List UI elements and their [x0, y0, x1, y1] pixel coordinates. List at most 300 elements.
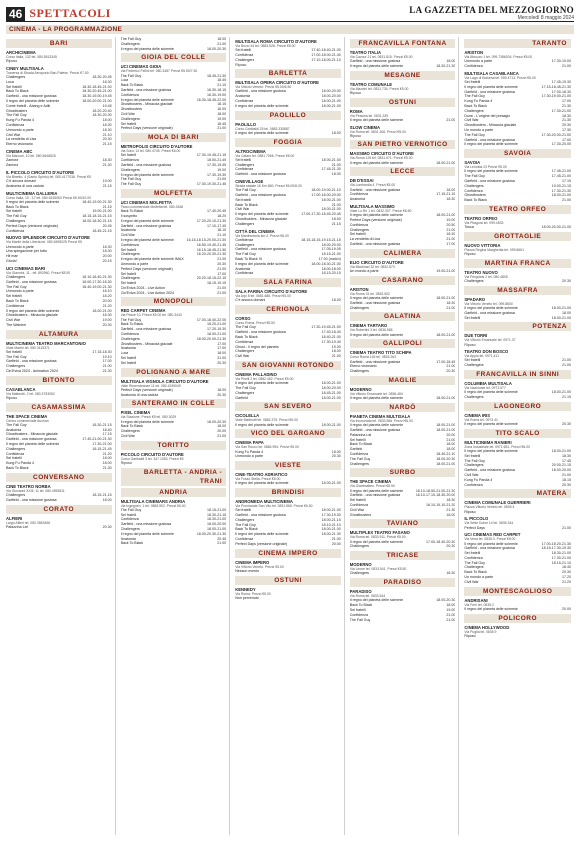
showtimes: 17.30-19.45 [207, 162, 227, 167]
showtimes: 18.30-21.00 [551, 551, 571, 556]
cinema-address: Via Roma. Prezzi €5.00 [235, 591, 271, 596]
showtimes: 21.00 [561, 472, 571, 477]
film-title: The Fall Guy [235, 188, 256, 193]
film-title: Civil War [120, 111, 135, 116]
film-title: Back To Black [120, 83, 144, 88]
cinema-name: NUOVO SPLENDOR CIRCUITO D'AUTORE [6, 235, 90, 241]
film-title: Back To Black [235, 334, 258, 339]
city-heading: NARDÒ [350, 403, 456, 412]
city-heading: OSTUNI [235, 576, 341, 585]
showtimes: 18.45-21.15 [92, 228, 112, 233]
city-heading: SALA FARINA [235, 278, 341, 287]
showtimes: 18.40-19.00-21.30 [82, 199, 112, 204]
showtimes: 17.00-18.45 [436, 359, 456, 364]
film-title: Sei fratelli [6, 84, 22, 89]
showtimes: 18.00-21.00 [321, 422, 341, 427]
film-row [6, 466, 112, 471]
showtimes: 18.20 [102, 294, 112, 299]
city-heading: OSTUNI [350, 98, 456, 107]
film-title: Il regno del pianeta delle scimmie [349, 396, 404, 401]
film-title: Civil War [464, 579, 479, 584]
film-title: Non pervenuto [235, 595, 259, 600]
showtimes: 17.00 [217, 271, 227, 276]
film-row [235, 131, 341, 136]
showtimes: 18.15-18.15-19.15-21.15 [301, 237, 341, 242]
city-heading: POLICORO [464, 614, 571, 623]
city-heading: MOLFETTA [121, 189, 227, 198]
cinema-name: TEATRO NUOVO [464, 269, 498, 275]
city-heading: CORATO [6, 505, 112, 514]
film-title: Garfield - una missione gustosa [349, 187, 401, 192]
film-title: Confidenza [464, 64, 483, 68]
film-title: Sei fratelli [120, 153, 137, 158]
film-title: Un mondo a parte [464, 575, 494, 580]
page-header [6, 6, 574, 22]
showtimes: 20.00 [561, 606, 571, 611]
film-title: Gloria! [6, 258, 17, 263]
showtimes: 17.30-19.30 [207, 172, 227, 177]
showtimes: 18.00-21.00 [321, 508, 341, 513]
cinema-name: ALTROCINEMA [235, 148, 266, 154]
showtimes: 17.00-18.40-20.30 [426, 539, 456, 544]
film-title: Confidenza [349, 192, 368, 197]
film-title: Challengers [464, 108, 484, 113]
film-title: Confidenza [349, 222, 368, 227]
cinema-name: MULTISALA CASABLANCA [464, 70, 519, 76]
showtimes: 17.40-20.45 [207, 209, 227, 214]
showtimes: 18.00-20.00 [321, 242, 341, 247]
cinema-name: CASABLANCA [6, 386, 36, 392]
cinema-name: CINEMA COMUNALE GUERRIERI [464, 500, 531, 506]
film-title: Perfect Days (versione originale) [120, 387, 173, 392]
film-title: Confidenza [235, 339, 254, 344]
city-heading: MONOPOLI [121, 297, 227, 306]
cinema-address: Via Sette Dolori 14 tel. 0835.344 [464, 521, 514, 526]
film-title: The Fall Guy [6, 354, 27, 359]
showtimes: 20.30 [446, 544, 456, 549]
showtimes: 19.00 [446, 217, 456, 222]
cinema-address: Via Roma tel. 0831.306. Prezzi €5.00 [349, 129, 406, 134]
showtimes: 18.00-21.00 [436, 461, 456, 466]
film-title: Il regno del pianeta delle scimmie [120, 97, 174, 102]
city-heading: GALATINA [350, 312, 456, 321]
showtimes: 18.00 [102, 497, 112, 502]
closed-notice: Riposo [120, 461, 132, 466]
showtimes: 17.20-20.10-21.30 [196, 218, 227, 223]
cinema-address: Largo Alfieri tel. 080.3583456 [6, 520, 51, 525]
cinema-name: UCI CINEMAS GIOIA [120, 64, 162, 70]
film-title: Confidenza [235, 167, 254, 172]
showtimes: 20.00 [102, 254, 112, 259]
cinema-address: Corso Garibaldi 3 tel. 347.1053. Prezzi €5 [120, 456, 184, 461]
showtimes: 17.00 [446, 241, 456, 246]
showtimes: 18.00-21.00 [207, 332, 227, 337]
film-title: Challengers [349, 305, 369, 310]
showtimes: 17.30-21.00 [551, 555, 571, 560]
film-title: Il regno del pianeta delle scimmie [120, 218, 174, 223]
city-heading: CONVERSANO [6, 473, 112, 482]
showtimes: 21.30 [102, 162, 112, 167]
film-row [350, 197, 456, 202]
film-title: Confidenza [235, 98, 254, 103]
film-title: Il regno del pianeta delle scimmie [235, 212, 289, 217]
film-title: Garfield - una missione gustosa [6, 279, 57, 284]
film-title: Garfield - una missione gustosa [235, 513, 286, 518]
film-title: Challengers [120, 336, 140, 341]
showtimes: 16.30-18.15 [207, 87, 227, 92]
showtimes: 17.30-21.00 [92, 442, 112, 447]
film-title: Challengers [6, 218, 26, 223]
film-title: Anatomia [235, 94, 251, 99]
closed-notice: Riposo [464, 252, 476, 257]
showtimes: 18.00-21.00 [321, 197, 341, 202]
film-title: Unmondo a parte [120, 261, 149, 266]
cinema-name: PARADISO [349, 589, 372, 595]
film-title: The Fall Guy [6, 214, 27, 219]
cinema-address: Via Roma 125 tel. 0831.671. Prezzi €5.00 [349, 156, 413, 161]
film-title: Perfect Days (versione originale) [6, 223, 59, 228]
film-title: Il regno del pianeta delle scimmie [349, 488, 404, 493]
film-title: Ghostbusters [120, 107, 142, 112]
cinema-address: Via Incoronata tel. 0833.566. Prezzi €6.00 [349, 418, 413, 423]
film-title: Ghostbusters - Minaccia glaciale [6, 313, 58, 318]
cinema-address: Via Lombardia 4. Prezzi €5.00 [349, 183, 396, 188]
cinema-name: SALA FARINA CIRCUITO D'AUTORE [235, 289, 308, 295]
film-title: Challengers [349, 571, 369, 576]
film-title: Il regno del pianeta delle scimmie [349, 598, 404, 603]
showtimes: 18.15-21.00 [207, 507, 227, 512]
film-title: Confidenza [235, 237, 254, 242]
cinema-address: Via San Rocco tel. 0884.994. Prezzi €5.00 [235, 445, 299, 450]
city-heading: CASAMASSIMA [6, 403, 112, 412]
showtimes: 17.15 [561, 178, 571, 183]
cinema-name: MODERNO [349, 562, 372, 568]
film-title: Back To Black [235, 527, 258, 532]
closed-notice: Riposo [6, 59, 18, 64]
cinema-address: Via Pesce 10. Prezzi €5.00 tel. 080.3443 [120, 313, 182, 318]
showtimes: 21.00 [561, 198, 571, 203]
showtimes: 17.20 [561, 575, 571, 580]
cinema-name: SLOW CINEMA [349, 124, 381, 130]
cinema-name: CINEMA HOLLYWOOD [464, 624, 510, 630]
film-row [121, 47, 227, 52]
showtimes: 19.30 [331, 344, 341, 349]
film-title: Sei fratelli [120, 512, 137, 517]
showtimes: 20.20-18.15-22.15 [196, 276, 227, 281]
cinema-address: Via Puglia tel. 0835.9 [464, 629, 497, 634]
cinema-name: KENNEDY [235, 586, 256, 592]
showtimes: 21.30 [102, 466, 112, 471]
film-row [121, 291, 227, 296]
film-title: Il regno del pianeta delle scimmie [235, 422, 289, 427]
film-title: Garfield - una missione gustosa [235, 89, 286, 94]
film-title: Confidenza [120, 242, 139, 247]
film-title: Anatomia di una caduta [120, 392, 159, 397]
showtimes: 20.00 [217, 429, 227, 434]
film-title: Confidenza [120, 517, 139, 522]
showtimes: 19.00 [102, 318, 112, 323]
film-title: Il regno del pianeta delle scimmie [235, 103, 289, 108]
film-title: Come fratelli - Abang e Adik [6, 103, 51, 108]
showtimes: 18.00-19.00-21.10 [311, 188, 341, 193]
cinema-address: Via Giovanni XXIII, 11 tel. 080.4953511 [6, 488, 65, 493]
film-row [235, 396, 341, 401]
film-title: The Fall Guy [235, 385, 256, 390]
cinema-name: ANDRISANI [464, 597, 488, 603]
cinema-name: CINEMA PAPA [235, 440, 264, 446]
film-title: Back To Black [349, 442, 373, 447]
film-title: Back To Black [464, 570, 487, 575]
showtimes: 17.15-21.15 [436, 192, 456, 197]
showtimes: 21.00 [217, 266, 227, 271]
closed-notice: Riposo [349, 91, 361, 95]
cinema-name: SPADARO [464, 296, 486, 302]
showtimes: 18.30 [561, 113, 571, 118]
showtimes: 18.10 [102, 289, 112, 294]
showtimes: 18.00-18.30-21.15 [82, 218, 112, 223]
city-heading: LECCE [350, 167, 456, 176]
cinema-name: TEATRO COMUNALE [349, 81, 393, 87]
film-title: Challengers [464, 463, 484, 468]
film-title: Garfield - una missione gustosa [6, 497, 57, 502]
closed-notice: Riposo [349, 133, 361, 138]
film-row [464, 316, 571, 321]
cinema-name: MULTICINEMA TEATRO MARCANTONIO [6, 340, 86, 346]
cinema-address: Via Mazzini tel. 0831.734. Prezzi €5.00 [349, 86, 409, 91]
cinema-address: Viale Matteotti tel. 0882.375. Prezzi €5.00 [235, 418, 298, 423]
cinema-name: UCI CINEMAS RED CARPET [464, 532, 521, 538]
film-title: Anatomia [349, 197, 365, 202]
showtimes: 21.00 [217, 290, 227, 295]
film-title: The Fall Guy [120, 317, 142, 322]
film-row [464, 142, 571, 147]
cinema-address: Via Manfredonia km 2. Prezzi €6.00 [235, 233, 289, 238]
film-title: Il regno del pianeta delle scimmie [235, 532, 289, 537]
film-row [350, 544, 456, 549]
cinema-address: Via Pessina tel. 0831.339 [349, 113, 389, 118]
closed-notice: Riposo [6, 396, 18, 401]
film-title: Back To Black [120, 541, 144, 546]
cinema-name: MULTISALA MASSIMO [349, 203, 395, 209]
film-title: Anatomia [235, 266, 251, 271]
showtimes: 18.30 [446, 571, 456, 576]
film-title: Il regno del pianeta delle scimmie [120, 172, 174, 177]
film-title: Civil War [235, 354, 250, 359]
showtimes: 21.00 [217, 541, 227, 546]
showtimes: 17.30-19.45-21.00 [311, 325, 341, 330]
cinema-name: NUOVO VITTORIA [464, 242, 501, 248]
film-title: The Fall Guy [464, 132, 485, 137]
showtimes: 18.00-21.00 [92, 308, 112, 313]
showtimes: 18.00-20.00 [551, 468, 571, 473]
showtimes: 17.45-21.00 [551, 174, 571, 179]
showtimes: 18.00-20.00-21.00 [82, 98, 112, 103]
film-title: Back To Black [349, 603, 373, 608]
film-title: Sei fratelli [349, 232, 366, 237]
film-title: Il regno del pianeta delle scimmie [349, 213, 404, 218]
film-row [464, 64, 571, 69]
showtimes: 21.10 [102, 132, 112, 137]
film-title: Back To Black [120, 209, 144, 214]
film-title: Il regno del pianeta delle scimmie [235, 381, 289, 386]
cinema-name: SAVOIA [464, 160, 481, 166]
showtimes: 16.20-20.30-21.30 [196, 252, 227, 257]
cinema-address: Zona Industriale tel. 0971.651. Prezzi €6.00 [464, 444, 530, 449]
showtimes: 18.15-21.45 [92, 446, 112, 451]
showtimes: 17.40-21.00-21.30 [82, 437, 112, 442]
film-title: Garfield - una missione gustosa [235, 192, 286, 197]
showtimes: 18.00-21.45 [207, 158, 227, 163]
city-heading: SURBO [350, 468, 456, 477]
film-title: Un mondo a parte [349, 268, 379, 273]
cinema-address: Via Marconi, 10 tel. 080.5648826 [6, 153, 56, 158]
film-row [350, 396, 456, 401]
film-title: Garfield - una missione gustosa [6, 94, 57, 99]
film-row [464, 580, 571, 585]
showtimes: 17.45-21.30 [321, 167, 341, 172]
showtimes: 18.30 [102, 244, 112, 249]
showtimes: 17.40-18.40-21.00 [311, 48, 341, 53]
showtimes: 18.15-17.30-19.30 [541, 546, 571, 551]
city-heading: FOGGIA [235, 138, 341, 147]
cinema-name: ELIO CIRCUITO D'AUTORE [349, 259, 404, 265]
film-title: Ghostbusters [6, 108, 28, 113]
film-row [235, 454, 341, 459]
showtimes: 18.30-21.00 [207, 517, 227, 522]
film-title: C'è ancora domani [6, 178, 37, 183]
showtimes: 21.15 [102, 204, 112, 209]
cinema-name: ARCHICINEMA [6, 50, 36, 55]
cinema-name: THE SPACE CINEMA [6, 413, 48, 419]
film-title: Unmondo a parte [235, 454, 263, 459]
showtimes: 16.00 [217, 107, 227, 112]
showtimes: 18.00-20.30 [436, 456, 456, 461]
film-title: Il regno del pianeta delle scimmie [6, 442, 60, 447]
showtimes: 21.00 [446, 117, 456, 122]
showtimes: 18.00 [446, 447, 456, 452]
showtimes: 17.20-19.30 [207, 327, 227, 332]
cinema-name: CINEMA IRIS [464, 412, 491, 418]
showtimes: 18.40-21.00 [321, 334, 341, 339]
film-row [350, 333, 456, 338]
showtimes: 17.00 [561, 137, 571, 142]
showtimes: 21.00 [446, 227, 456, 232]
film-title: Ghostbusters - Minaccia glaciale [464, 123, 517, 128]
showtimes: 18.00-21.00 [321, 98, 341, 103]
film-title: Challengers [464, 278, 484, 283]
cinema-address: Via Roma tel. 0833.911. Prezzi €5.00 [349, 535, 406, 540]
film-title: Anatomia di una caduta [6, 183, 44, 188]
showtimes: 21.00 [331, 202, 341, 207]
film-row [235, 271, 341, 276]
showtimes: 18.00 [561, 310, 571, 315]
film-title: Garfield - una missione gustosa [6, 437, 57, 442]
film-title: Il regno del pianeta delle scimmie IMAX [120, 257, 184, 262]
film-title: Challengers [6, 493, 26, 498]
film-title: Il regno del pianeta delle scimmie [349, 332, 404, 337]
city-heading: SAN SEVERO [235, 402, 341, 411]
showtimes: 17.30-20.00-21.00 [541, 132, 571, 137]
showtimes: 19.00 [217, 116, 227, 121]
film-row [235, 298, 341, 303]
film-title: Challengers [235, 221, 255, 226]
film-title: The Fall Guy [120, 182, 142, 187]
cinema-address: Via Cavour 21 tel. 0831.815. Prezzi €5.00 [349, 55, 413, 59]
cinema-address: Piazza Vittorio Veneto tel. 0835.3 [464, 505, 515, 510]
showtimes: 21.30 [561, 103, 571, 108]
showtimes: 18.00 [217, 111, 227, 116]
film-title: Kung Fu Panda 4 [6, 118, 34, 123]
film-row [235, 481, 341, 486]
film-row [464, 607, 571, 612]
film-title: Sei fratelli [120, 247, 137, 252]
film-title: Garfield - una missione gustosa [6, 359, 57, 364]
showtimes: 18.00-21.15 [321, 517, 341, 522]
city-heading: BITONTO [6, 376, 112, 385]
film-title: Eterno visionario [6, 142, 33, 147]
film-title: Unmondo a parte [6, 289, 34, 294]
showtimes: 16.10-19.10-21.20 [426, 502, 456, 507]
film-title: Challengers [235, 162, 255, 167]
film-row [121, 182, 227, 187]
showtimes: 18.00-21.00 [551, 305, 571, 310]
film-row [235, 423, 341, 428]
closed-notice: Riposo [464, 342, 476, 347]
film-title: Sei fratelli [6, 349, 22, 354]
showtimes: 18.00-20.00 [207, 522, 227, 527]
film-row [235, 596, 341, 601]
film-row [464, 395, 571, 400]
city-heading: SAN PIETRO VERNOTICO [350, 140, 456, 149]
showtimes: 18.30 [446, 232, 456, 237]
city-heading: MATERA [464, 489, 571, 498]
film-title: Back To Black [6, 89, 29, 94]
showtimes: 18.45 [217, 121, 227, 126]
showtimes: 21.20 [561, 579, 571, 584]
city-heading: CINEMA IMPERO [235, 549, 341, 558]
film-title: Sei fratelli [120, 271, 137, 276]
city-heading: BRINDISI [235, 488, 341, 497]
showtimes: 18.00 [331, 216, 341, 221]
film-row [350, 618, 456, 623]
film-title: Challengers [120, 252, 140, 257]
cinema-name: TEATRO DON BOSCO [464, 349, 509, 355]
film-title: Il regno del pianeta delle scimmie [464, 84, 518, 89]
showtimes: 21.00 [217, 257, 227, 262]
showtimes: 17.15 [102, 432, 112, 437]
film-title: Anatomia [120, 536, 136, 541]
city-heading: CALIMERA [350, 249, 456, 258]
showtimes: 18.10-18.50-21.00-21.30 [415, 488, 456, 493]
showtimes: 21.15 [102, 142, 112, 147]
film-row [464, 225, 571, 230]
showtimes: 17.00 [561, 99, 571, 104]
film-title: Garfield - una missione gustosa [235, 330, 286, 335]
film-title: Sei fratelli [349, 498, 366, 503]
cinema-address: Via Pirelli 2 tel. 0882.452. Prezzi €5.00 [235, 376, 294, 381]
showtimes: 18.00-21.00 [436, 213, 456, 218]
showtimes: 17.45-21.00 [551, 169, 571, 174]
film-title: Confidenza [6, 451, 25, 456]
cinema-name: CINEMA TEATRO TITO SCHIPA [349, 350, 412, 356]
showtimes: 18.30-21.15 [92, 422, 112, 427]
film-title: Il regno del pianeta delle scimmie [349, 64, 404, 68]
showtimes: 18.00-21.00 [436, 396, 456, 401]
film-title: Challengers [464, 363, 484, 368]
film-row [464, 510, 571, 515]
city-heading: CASARANO [350, 276, 456, 285]
showtimes: 17.00-18.40-22.00 [196, 317, 227, 322]
